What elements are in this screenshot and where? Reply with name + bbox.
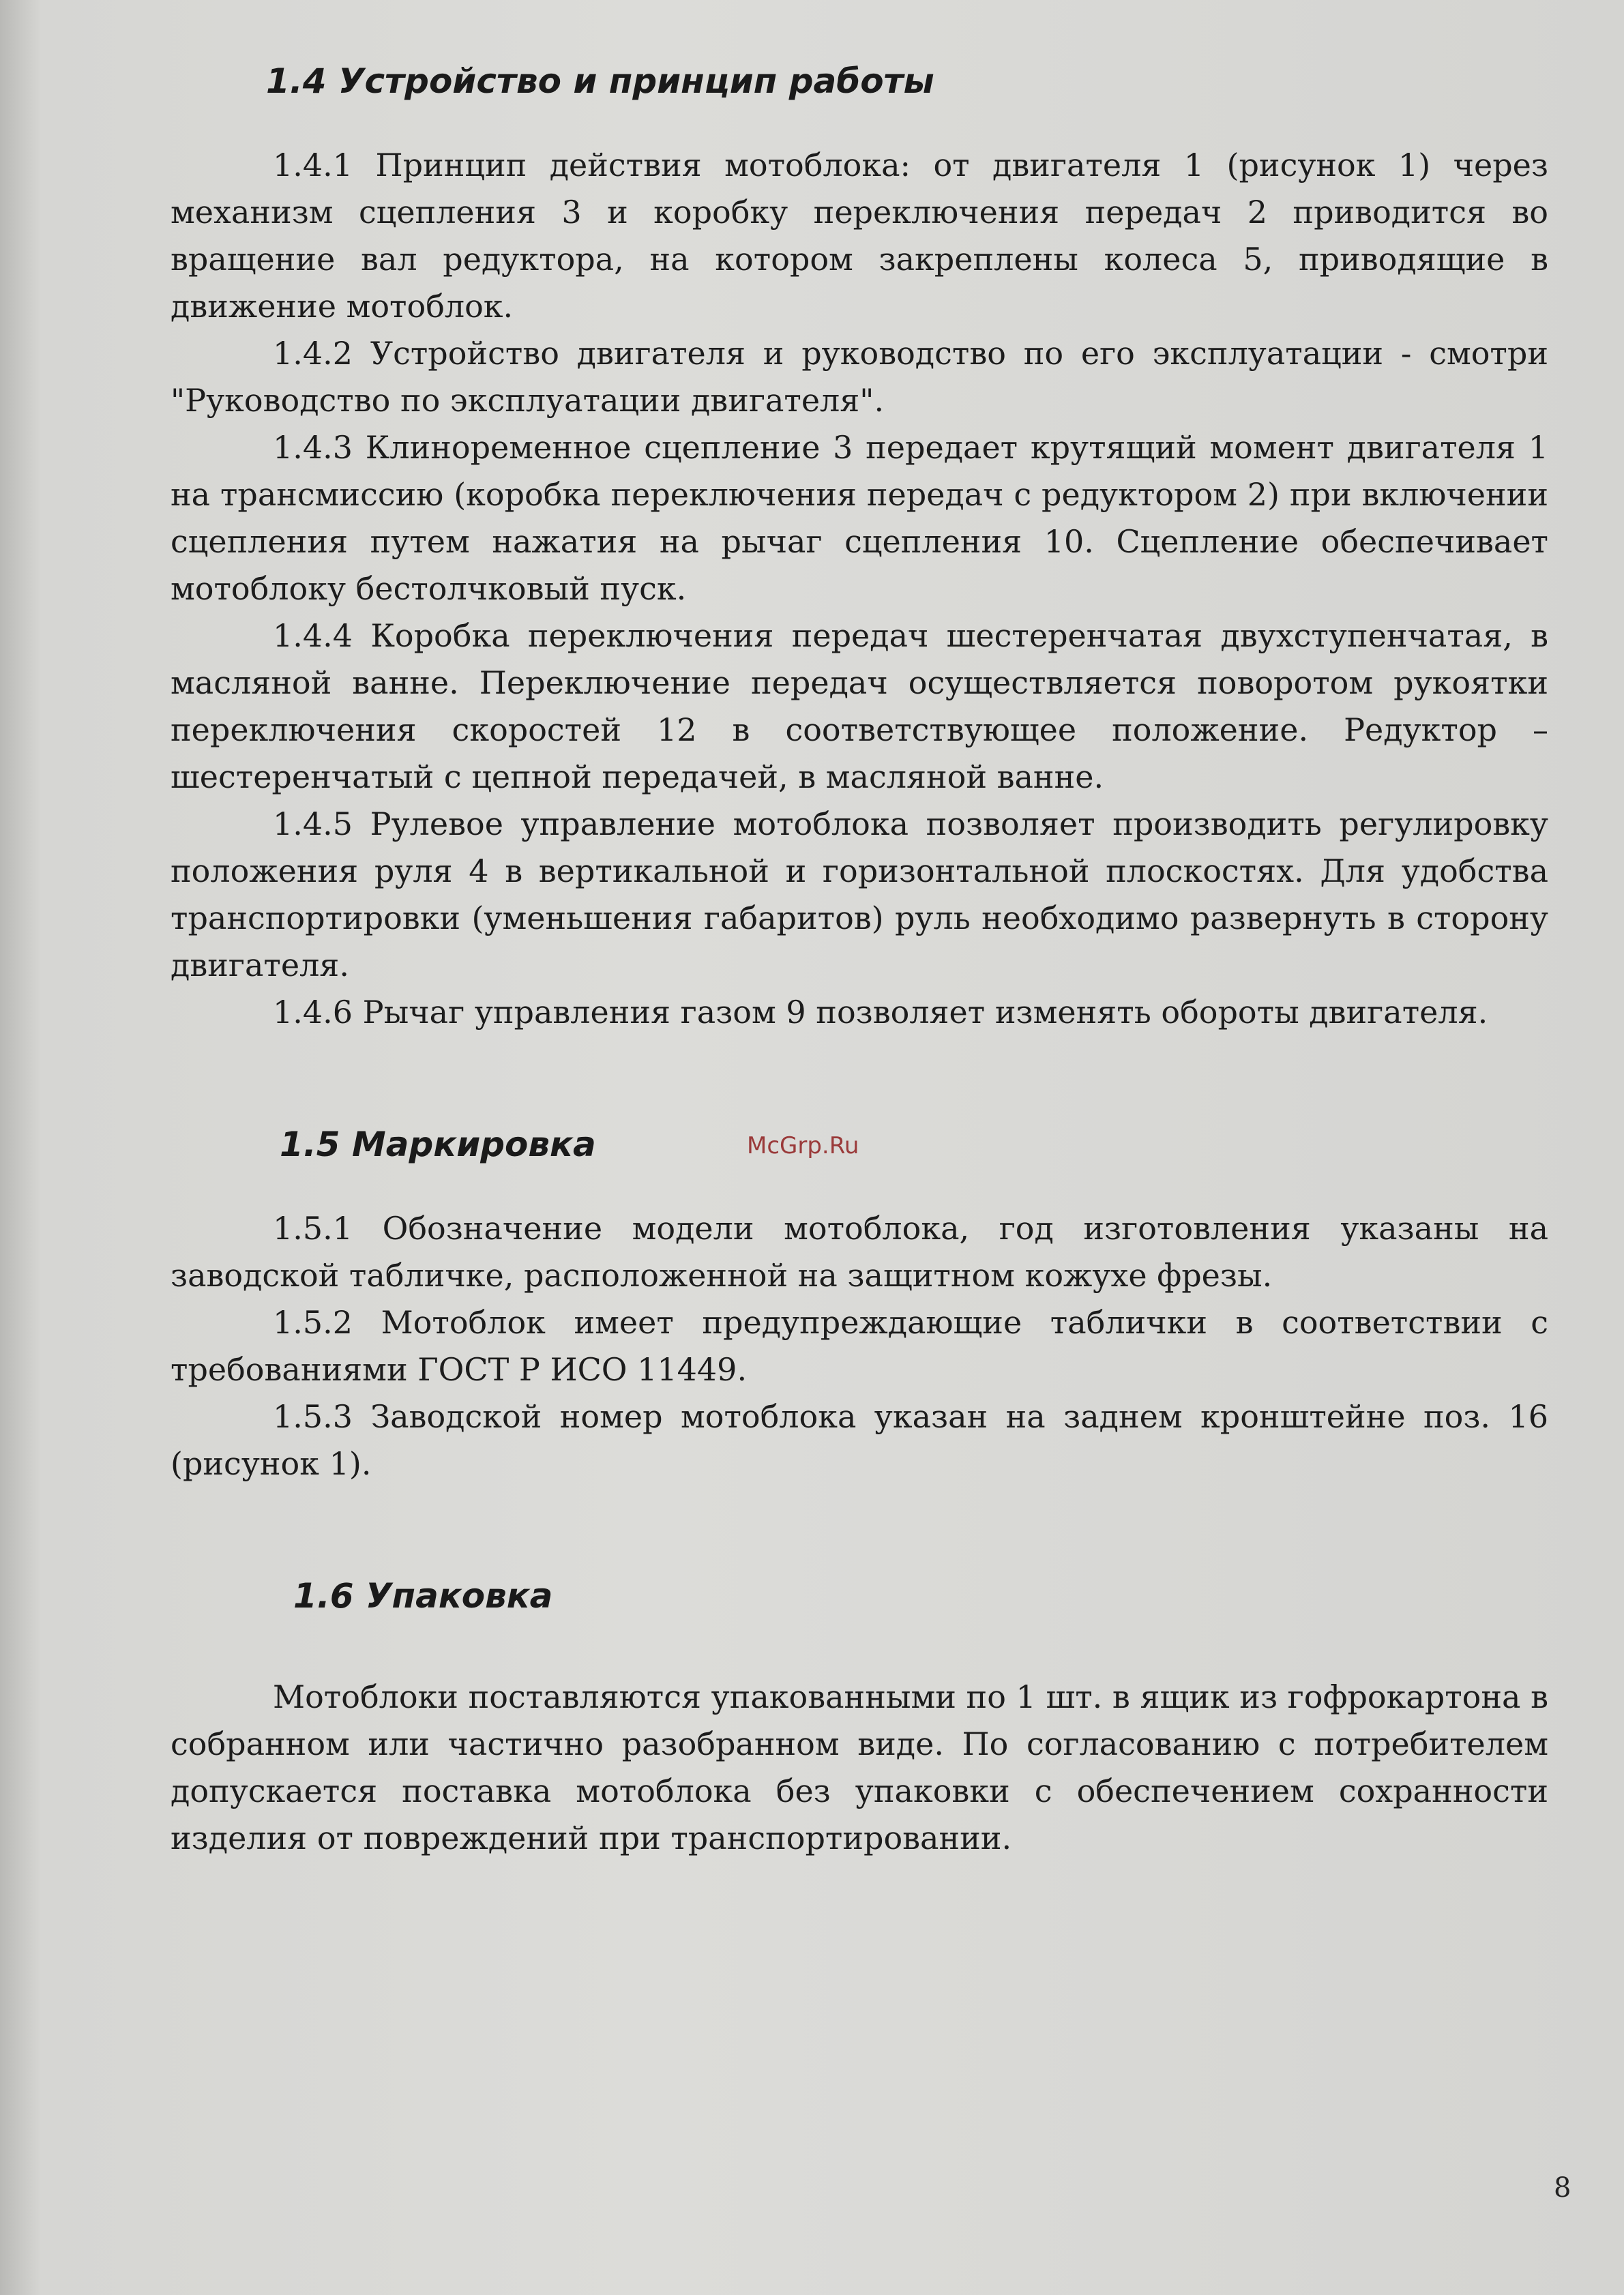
watermark-text: McGrp.Ru xyxy=(747,1132,859,1159)
section-body-1-5 xyxy=(171,1205,1548,1487)
paragraph-1-5-3: 1.5.3 Заводской номер мотоблока указан на заднем кронштейне поз. 16 (рисунок 1). xyxy=(171,1398,1548,1482)
paragraph-1-6-1: Мотоблоки поставляются упакованными по 1 шт. в ящик из гофрокартона в собранном или частично разобранном виде. По согласованию с потребителем допускается поставка мотоблока без упаковки с обеспечением сохранности изделия от повреждений при транспортировании. xyxy=(171,1678,1548,1856)
paragraph-1-5-1: 1.5.1 Обозначение модели мотоблока, год изготовления указаны на заводской табличке, расположенной на защитном кожухе фрезы. xyxy=(171,1210,1548,1294)
section-heading-1-4: 1.4 Устройство и принцип работы xyxy=(266,61,934,101)
page-content xyxy=(171,61,1548,1862)
paragraph-1-5-2: 1.5.2 Мотоблок имеет предупреждающие таблички в соответствии с требованиями ГОСТ Р ИСО 11449. xyxy=(171,1304,1548,1388)
paragraph-1-4-2: 1.4.2 Устройство двигателя и руководство по его эксплуатации - смотри "Руководство по эксплуатации двигателя". xyxy=(171,335,1548,419)
paragraph-1-4-4: 1.4.4 Коробка переключения передач шестеренчатая двухступенчатая, в масляной ванне. Переключение передач осуществляется поворотом рукоятки переключения скоростей 12 в соответствующее положение. Редуктор – шестеренчатый с цепной передачей, в масляной ванне. xyxy=(171,617,1548,795)
paragraph-1-4-5: 1.4.5 Рулевое управление мотоблока позволяет производить регулировку положения руля 4 в вертикальной и горизонтальной плоскостях. Для удобства транспортировки (уменьшения габаритов) руль необходимо развернуть в сторону двигателя. xyxy=(171,805,1548,983)
paragraph-1-4-3: 1.4.3 Клиноременное сцепление 3 передает крутящий момент двигателя 1 на трансмиссию (коробка переключения передач с редуктором 2) при включении сцепления путем нажатия на рычаг сцепления 10. Сцепление обеспечивает мотоблоку бестолчковый пуск. xyxy=(171,429,1548,607)
paragraph-1-4-6: 1.4.6 Рычаг управления газом 9 позволяет изменять обороты двигателя. xyxy=(273,994,1488,1031)
section-body-1-4 xyxy=(171,142,1548,1036)
page-number: 8 xyxy=(1554,2172,1571,2204)
paragraph-1-4-1: 1.4.1 Принцип действия мотоблока: от двигателя 1 (рисунок 1) через механизм сцепления 3 и коробку переключения передач 2 приводится во вращение вал редуктора, на котором закреплены колеса 5, приводящие в движение мотоблок. xyxy=(171,147,1548,325)
section-body-1-6 xyxy=(171,1674,1548,1862)
section-heading-1-5: 1.5 Маркировка xyxy=(280,1125,596,1164)
section-heading-1-6: 1.6 Упаковка xyxy=(293,1576,553,1616)
